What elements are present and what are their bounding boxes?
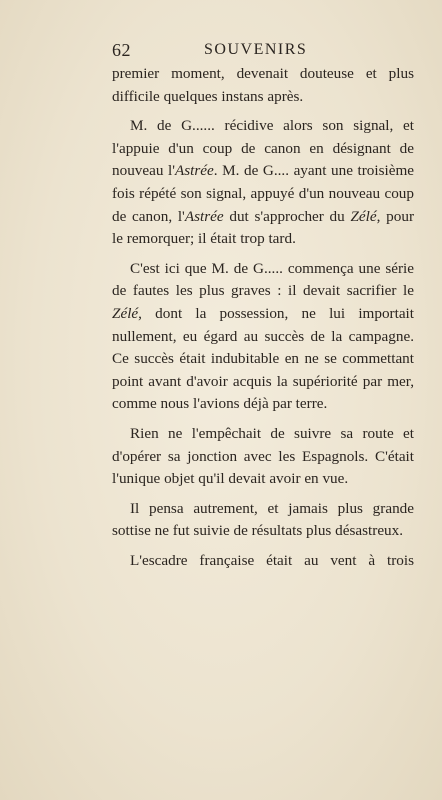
- text-segment: premier moment, devenait douteuse et plus difficile quelques instans après.: [112, 65, 414, 105]
- paragraph: [112, 423, 414, 491]
- paragraph: [112, 258, 414, 416]
- text-segment: Il pensa autrement, et jamais plus grande sottise ne fut suivie de résultats plus désastreux.: [112, 499, 414, 540]
- running-head: SOUVENIRS: [204, 41, 308, 58]
- ship-name: Zélé: [112, 304, 139, 322]
- paragraph: [112, 550, 414, 573]
- paragraph: [112, 63, 414, 108]
- ship-name: Astrée: [184, 207, 224, 225]
- ship-name: Zélé: [350, 207, 377, 225]
- page-number: 62: [112, 40, 131, 60]
- page-header: [112, 40, 412, 64]
- text-segment: , pour le remorquer; il était trop tard.: [112, 207, 414, 248]
- paragraph: [112, 115, 414, 251]
- text-segment: . M. de G.... ayant une troisième fois répété son signal, appuyé d'un nouveau coup de canon, l': [112, 162, 414, 225]
- paragraph: [112, 498, 414, 543]
- body-text: [112, 63, 414, 572]
- text-segment: M. de G...... récidive alors son signal, et l'appuie d'un coup de canon en désignant de nouveau l': [112, 117, 414, 180]
- text-segment: Rien ne l'empêchait de suivre sa route et d'opérer sa jonction avec les Espagnols. C'était l'unique objet qu'il devait avoir en vue.: [112, 424, 414, 488]
- ship-name: Astrée: [174, 162, 214, 180]
- text-segment: C'est ici que M. de G..... commença une série de fautes les plus graves : il devait sacrifier le: [112, 259, 414, 300]
- text-segment: dut s'approcher du: [223, 207, 351, 225]
- text-segment: , dont la possession, ne lui importait nullement, eu égard au succès de la campagne. Ce succès était indubitable en ne se commettant point avant d'avoir acquis la supériorité par mer, comme nous l'avions déjà par terre.: [112, 304, 414, 413]
- text-segment: L'escadre française était au vent à trois: [130, 551, 414, 569]
